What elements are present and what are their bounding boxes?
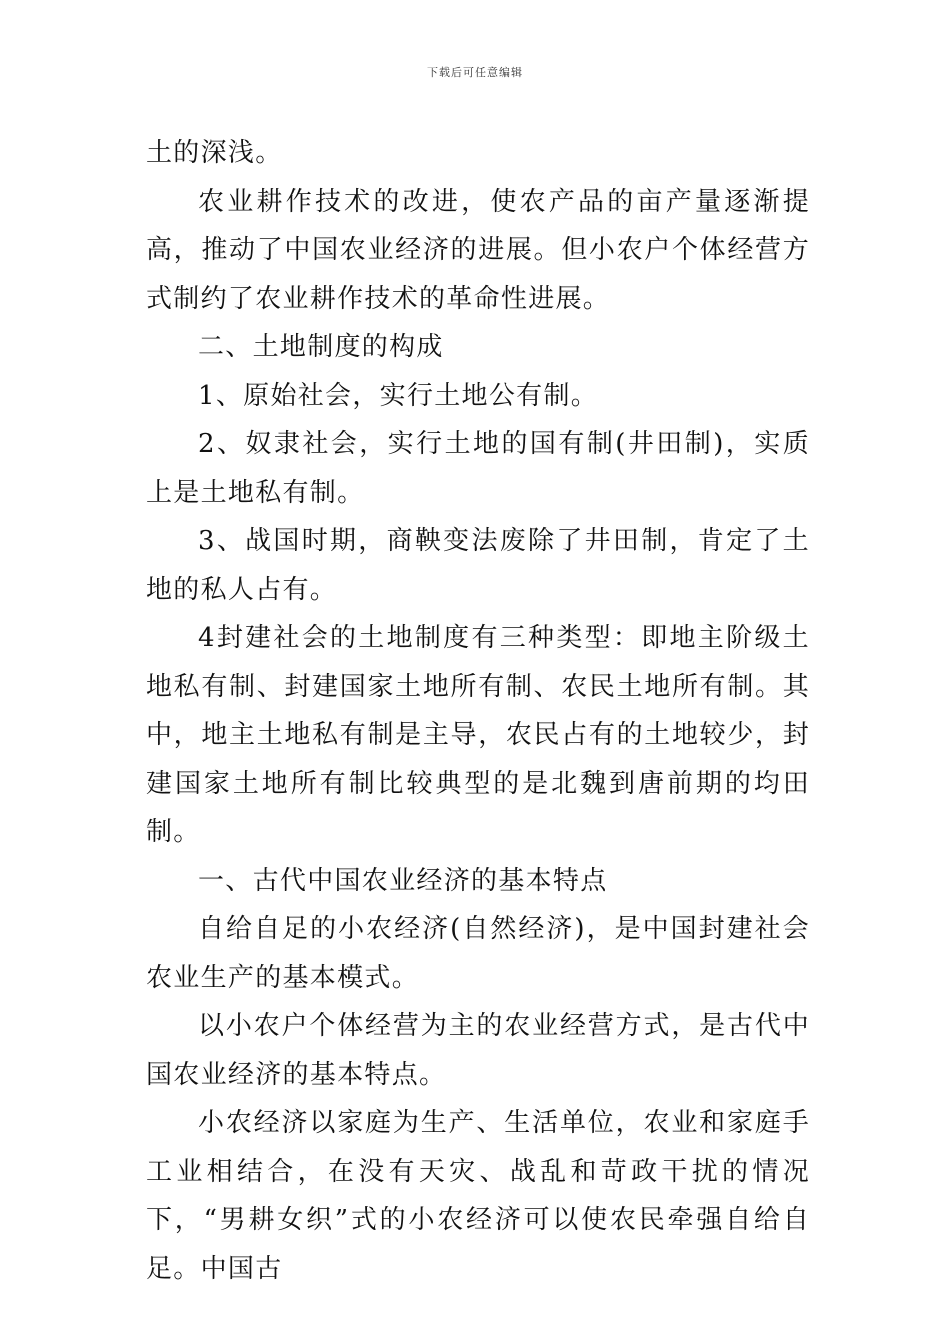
list-item: 4封建社会的土地制度有三种类型：即地主阶级土地私有制、封建国家土地所有制、农民土地所有制。其中，地主土地私有制是主导，农民占有的土地较少，封建国家土地所有制比较典型的是北魏到唐前期的均田制。: [146, 623, 810, 847]
section-heading: 一、古代中国农业经济的基本特点: [198, 865, 608, 896]
section-heading: 二、土地制度的构成: [198, 332, 444, 362]
document-body: [146, 129, 810, 1293]
list-item: 2、奴隶社会，实行土地的国有制(井田制)，实质上是土地私有制。: [146, 429, 810, 508]
paragraph: 自给自足的小农经济(自然经济)，是中国封建社会农业生产的基本模式。: [146, 914, 810, 993]
paragraph: 以小农户个体经营为主的农业经营方式，是古代中国农业经济的基本特点。: [146, 1011, 810, 1090]
list-item: 3、战国时期，商鞅变法废除了井田制，肯定了土地的私人占有。: [146, 526, 810, 605]
list-item: 1、原始社会，实行土地公有制。: [198, 380, 599, 411]
paragraph: 土的深浅。: [146, 138, 283, 168]
paragraph: 农业耕作技术的改进，使农产品的亩产量逐渐提高，推动了中国农业经济的进展。但小农户个体经营方式制约了农业耕作技术的革命性进展。: [146, 186, 810, 314]
paragraph: 小农经济以家庭为生产、生活单位，农业和家庭手工业相结合，在没有天灾、战乱和苛政干扰的情况下，“男耕女织”式的小农经济可以使农民牵强自给自足。中国古: [146, 1108, 810, 1284]
page-header-note: 下载后可任意编辑: [427, 66, 523, 79]
